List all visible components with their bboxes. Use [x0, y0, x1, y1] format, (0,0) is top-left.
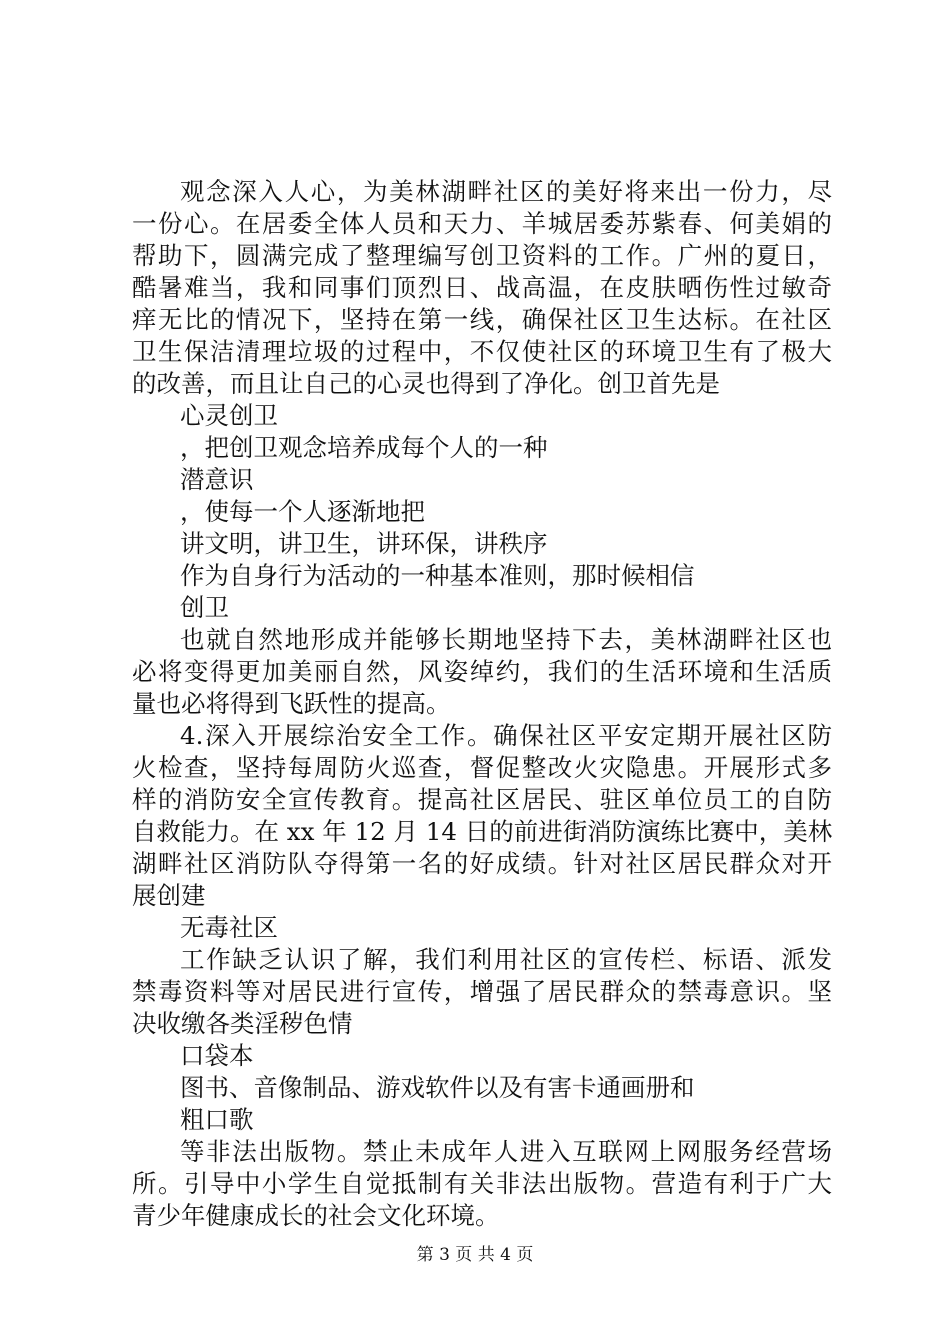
paragraph-line: 青少年健康成长的社会文化环境。 — [132, 1201, 500, 1230]
paragraph-line: 观念深入人心，为美林湖畔社区的美好将来出一份力，尽 — [180, 177, 832, 206]
paragraph-line: 无毒社区 — [180, 913, 278, 942]
paragraph-line: 4.深入开展综治安全工作。确保社区平安定期开展社区防 — [180, 721, 832, 750]
paragraph-line: 口袋本 — [180, 1041, 254, 1070]
paragraph-line: 作为自身行为活动的一种基本准则，那时候相信 — [180, 561, 695, 590]
paragraph-line: 痒无比的情况下，坚持在第一线，确保社区卫生达标。在社区 — [132, 305, 832, 334]
paragraph-line: ，把创卫观念培养成每个人的一种 — [180, 433, 548, 462]
paragraph-line: 的改善，而且让自己的心灵也得到了净化。创卫首先是 — [132, 369, 720, 398]
paragraph-line: 样的消防安全宣传教育。提高社区居民、驻区单位员工的自防 — [132, 785, 832, 814]
paragraph-line: 量也必将得到飞跃性的提高。 — [132, 689, 451, 718]
paragraph-line: 心灵创卫 — [180, 401, 278, 430]
paragraph-line: 一份心。在居委全体人员和天力、羊城居委苏紫春、何美娟的 — [132, 209, 832, 238]
paragraph-line: 展创建 — [132, 881, 206, 910]
paragraph-line: 图书、音像制品、游戏软件以及有害卡通画册和 — [180, 1073, 695, 1102]
page-footer: 第 3 页 共 4 页 — [416, 1245, 534, 1265]
paragraph-line: 必将变得更加美丽自然，风姿绰约，我们的生活环境和生活质 — [132, 657, 832, 686]
paragraph-line: 也就自然地形成并能够长期地坚持下去，美林湖畔社区也 — [180, 625, 832, 654]
paragraph-line: 工作缺乏认识了解，我们利用社区的宣传栏、标语、派发 — [180, 945, 832, 974]
paragraph-line: ，使每一个人逐渐地把 — [180, 497, 425, 526]
paragraph-line: 卫生保洁清理垃圾的过程中，不仅使社区的环境卫生有了极大 — [132, 337, 832, 366]
paragraph-line: 禁毒资料等对居民进行宣传，增强了居民群众的禁毒意识。坚 — [132, 977, 832, 1006]
paragraph-line: 湖畔社区消防队夺得第一名的好成绩。针对社区居民群众对开 — [132, 849, 832, 878]
paragraph-line: 帮助下，圆满完成了整理编写创卫资料的工作。广州的夏日， — [132, 241, 832, 270]
paragraph-line: 潜意识 — [180, 465, 254, 494]
paragraph-line: 创卫 — [180, 593, 229, 622]
paragraph-line: 火检查，坚持每周防火巡查，督促整改火灾隐患。开展形式多 — [132, 753, 832, 782]
paragraph-line: 等非法出版物。禁止未成年人进入互联网上网服务经营场 — [180, 1137, 832, 1166]
paragraph-line: 讲文明，讲卫生，讲环保，讲秩序 — [180, 529, 548, 558]
paragraph-line: 自救能力。在 xx 年 12 月 14 日的前进街消防演练比赛中，美林 — [132, 817, 833, 846]
paragraph-line: 酷暑难当，我和同事们顶烈日、战高温，在皮肤晒伤性过敏奇 — [132, 273, 832, 302]
paragraph-line: 所。引导中小学生自觉抵制有关非法出版物。营造有利于广大 — [132, 1169, 832, 1198]
paragraph-line: 粗口歌 — [180, 1105, 254, 1134]
paragraph-line: 决收缴各类淫秽色情 — [132, 1009, 353, 1038]
